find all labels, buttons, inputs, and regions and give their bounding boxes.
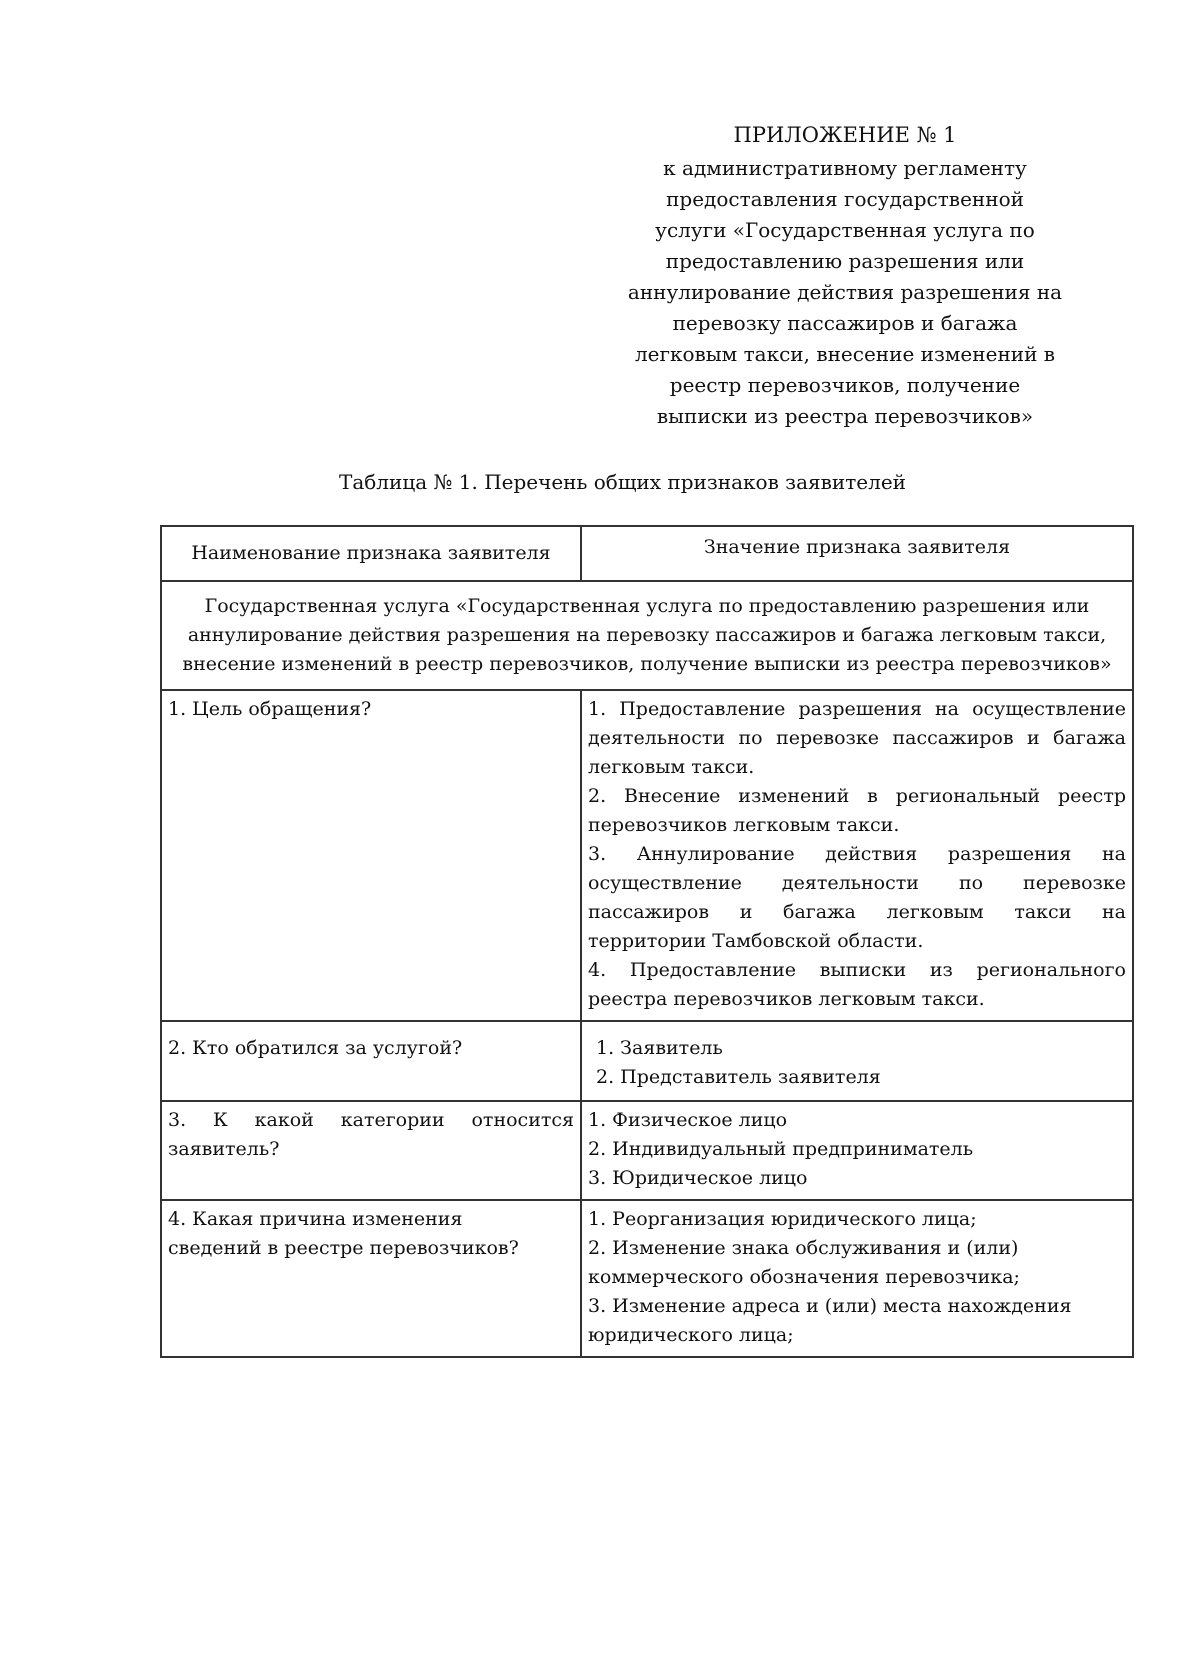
appendix-line: к административному регламенту — [663, 156, 1027, 180]
sign-values — [581, 1021, 1133, 1101]
sign-value: 3. Юридическое лицо — [588, 1167, 808, 1189]
table-caption: Таблица № 1. Перечень общих признаков заявителей — [339, 470, 906, 494]
appendix-line: выписки из реестра перевозчиков» — [656, 404, 1034, 428]
table-row — [161, 1021, 1133, 1101]
table-row — [161, 1200, 1133, 1357]
appendix-line: реестр перевозчиков, получение — [669, 373, 1021, 397]
applicant-signs-table — [160, 525, 1134, 1358]
sign-value: 3. Аннулирование действия разрешения на осуществление деятельности по перевозке пассажиров и багажа легковым такси на территории Тамбовской области. — [588, 843, 1126, 952]
sign-value: 1. Реорганизация юридического лица; — [588, 1208, 977, 1230]
sign-value: 3. Изменение адреса и (или) места нахождения юридического лица; — [588, 1295, 1072, 1346]
sign-value: 1. Заявитель — [596, 1037, 723, 1059]
sign-name: 2. Кто обратился за услугой? — [161, 1021, 581, 1101]
header-sign-value: Значение признака заявителя — [581, 526, 1133, 581]
sign-value: 2. Представитель заявителя — [596, 1066, 881, 1088]
sign-values — [581, 1101, 1133, 1200]
sign-value: 2. Внесение изменений в региональный реестр перевозчиков легковым такси. — [588, 785, 1126, 836]
appendix-line: предоставлению разрешения или — [665, 249, 1025, 273]
sign-value: 4. Предоставление выписки из регионального реестра перевозчиков легковым такси. — [588, 959, 1126, 1010]
sign-value: 1. Физическое лицо — [588, 1109, 788, 1131]
sign-name: 3. К какой категории относится заявитель? — [161, 1101, 581, 1200]
appendix-line: перевозку пассажиров и багажа — [672, 311, 1018, 335]
table-row — [161, 690, 1133, 1021]
appendix-line: легковым такси, внесение изменений в — [634, 342, 1056, 366]
appendix-line: предоставления государственной — [666, 187, 1024, 211]
header-sign-name: Наименование признака заявителя — [161, 526, 581, 581]
table-header-row — [161, 526, 1133, 581]
sign-value: 2. Индивидуальный предприниматель — [588, 1138, 974, 1160]
appendix-block — [600, 120, 1090, 432]
service-title-row — [161, 581, 1133, 690]
service-title: Государственная услуга «Государственная услуга по предоставлению разрешения или аннулирование действия разрешения на перевозку пассажиров и багажа легковым такси, внесение изменений в реестр перевозчиков, получение выписки из реестра перевозчиков» — [161, 581, 1133, 690]
table-row — [161, 1101, 1133, 1200]
appendix-line: аннулирование действия разрешения на — [627, 280, 1063, 304]
sign-values — [581, 1200, 1133, 1357]
sign-value: 2. Изменение знака обслуживания и (или) коммерческого обозначения перевозчика; — [588, 1237, 1020, 1288]
appendix-line: услуги «Государственная услуга по — [655, 218, 1035, 242]
sign-name: 1. Цель обращения? — [161, 690, 581, 1021]
sign-values — [581, 690, 1133, 1021]
appendix-heading: ПРИЛОЖЕНИЕ № 1 — [733, 123, 957, 147]
sign-name: 4. Какая причина изменения сведений в реестре перевозчиков? — [161, 1200, 581, 1357]
sign-value: 1. Предоставление разрешения на осуществление деятельности по перевозке пассажиров и багажа легковым такси. — [588, 698, 1126, 778]
